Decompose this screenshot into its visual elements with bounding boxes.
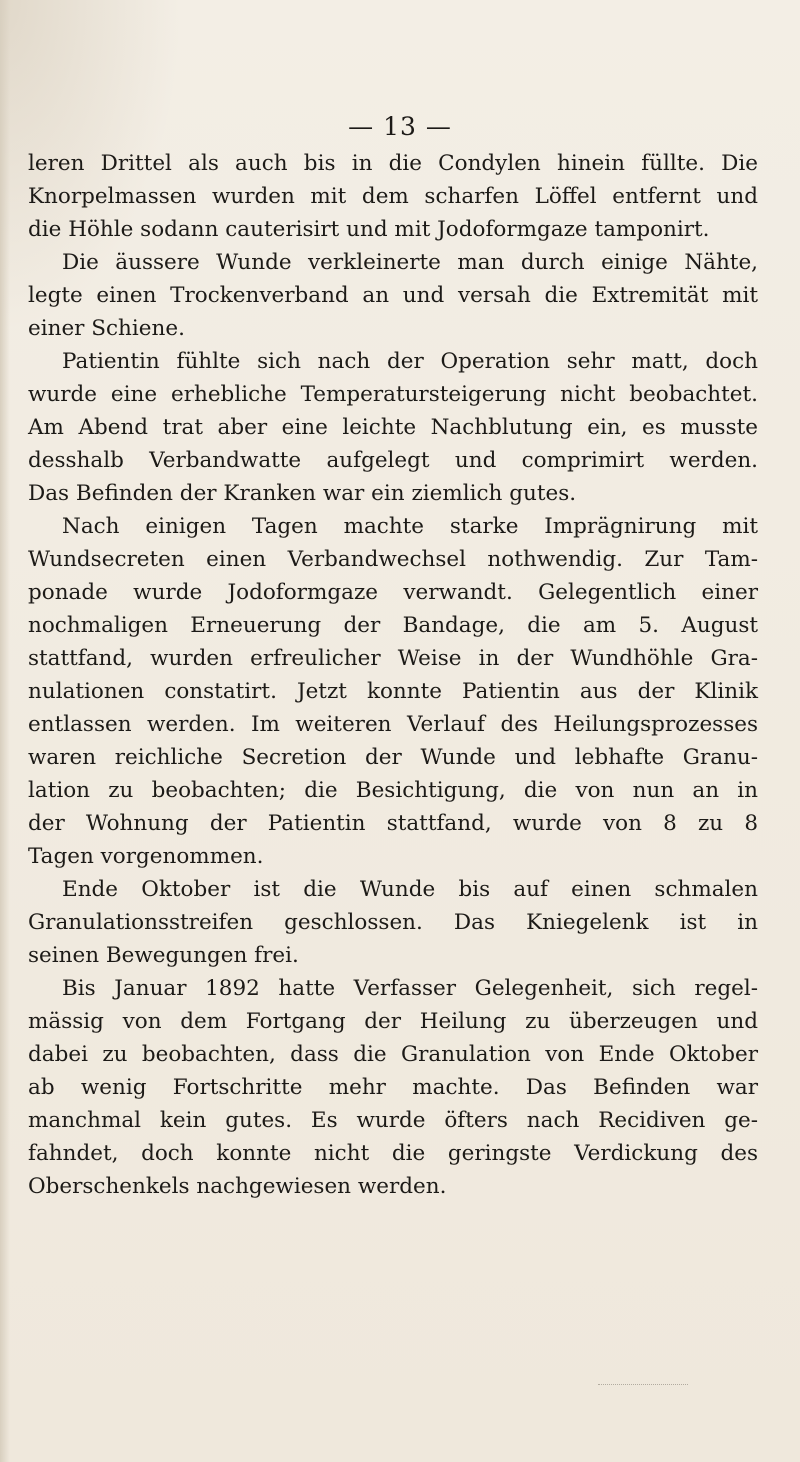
text-line: Am Abend trat aber eine leichte Nachblutung ein, es musste [28,415,758,440]
text-line: wurde eine erhebliche Temperatursteigerung nicht beobachtet. [28,382,758,407]
text-line: nochmaligen Erneuerung der Bandage, die am 5. August [28,613,758,638]
text-line: waren reichliche Secretion der Wunde und lebhafte Granu- [28,745,758,770]
page-smudge [598,1384,688,1389]
text-line: mässig von dem Fortgang der Heilung zu überzeugen und [28,1009,758,1034]
text-line: ponade wurde Jodoformgaze verwandt. Gelegentlich einer [28,580,758,605]
text-line: lation zu beobachten; die Besichtigung, die von nun an in [28,778,758,803]
text-line: entlassen werden. Im weiteren Verlauf des Heilungsprozesses [28,712,758,737]
paragraph-continuation [28,147,758,246]
text-line: legte einen Trockenverband an und versah die Extremität mit [28,283,758,308]
paragraph-healing-course [28,510,758,873]
text-line: fahndet, doch konnte nicht die geringste Verdickung des [28,1141,758,1166]
text-line: seinen Bewegungen frei. [28,943,299,968]
text-line: Tagen vorgenommen. [28,844,264,869]
text-line: der Wohnung der Patientin stattfand, wurde von 8 zu 8 [28,811,758,836]
page-binding-edge [0,0,10,1462]
text-line: die Höhle sodann cauterisirt und mit Jodoformgaze tamponirt. [28,217,710,242]
paragraph-january [28,972,758,1203]
text-line: Knorpelmassen wurden mit dem scharfen Löffel entfernt und [28,184,758,209]
paragraph-wound-closure [28,246,758,345]
text-line: manchmal kein gutes. Es wurde öfters nach Recidiven ge- [28,1108,758,1133]
text-line: Patientin fühlte sich nach der Operation sehr matt, doch [62,349,758,374]
text-line: Bis Januar 1892 hatte Verfasser Gelegenheit, sich regel- [62,976,758,1001]
text-line: desshalb Verbandwatte aufgelegt und comprimirt werden. [28,448,758,473]
text-line: stattfand, wurden erfreulicher Weise in der Wundhöhle Gra- [28,646,758,671]
text-line: leren Drittel als auch bis in die Condylen hinein füllte. Die [28,151,758,176]
text-line: Nach einigen Tagen machte starke Imprägnirung mit [62,514,758,539]
text-line: einer Schiene. [28,316,185,341]
text-line: Die äussere Wunde verkleinerte man durch einige Nähte, [62,250,758,275]
text-line: Oberschenkels nachgewiesen werden. [28,1174,447,1199]
text-line: ab wenig Fortschritte mehr machte. Das Befinden war [28,1075,758,1100]
text-line: Das Befinden der Kranken war ein ziemlich gutes. [28,481,577,506]
page-number: — 13 — [348,112,452,141]
text-line: Granulationsstreifen geschlossen. Das Kniegelenk ist in [28,910,758,935]
text-line: nulationen constatirt. Jetzt konnte Patientin aus der Klinik [28,679,758,704]
text-line: dabei zu beobachten, dass die Granulation von Ende Oktober [28,1042,758,1067]
text-line: Ende Oktober ist die Wunde bis auf einen schmalen [62,877,758,902]
text-line: Wundsecreten einen Verbandwechsel nothwendig. Zur Tam- [28,547,758,572]
paragraph-post-operation [28,345,758,510]
paragraph-october [28,873,758,972]
body-text [28,147,758,1203]
